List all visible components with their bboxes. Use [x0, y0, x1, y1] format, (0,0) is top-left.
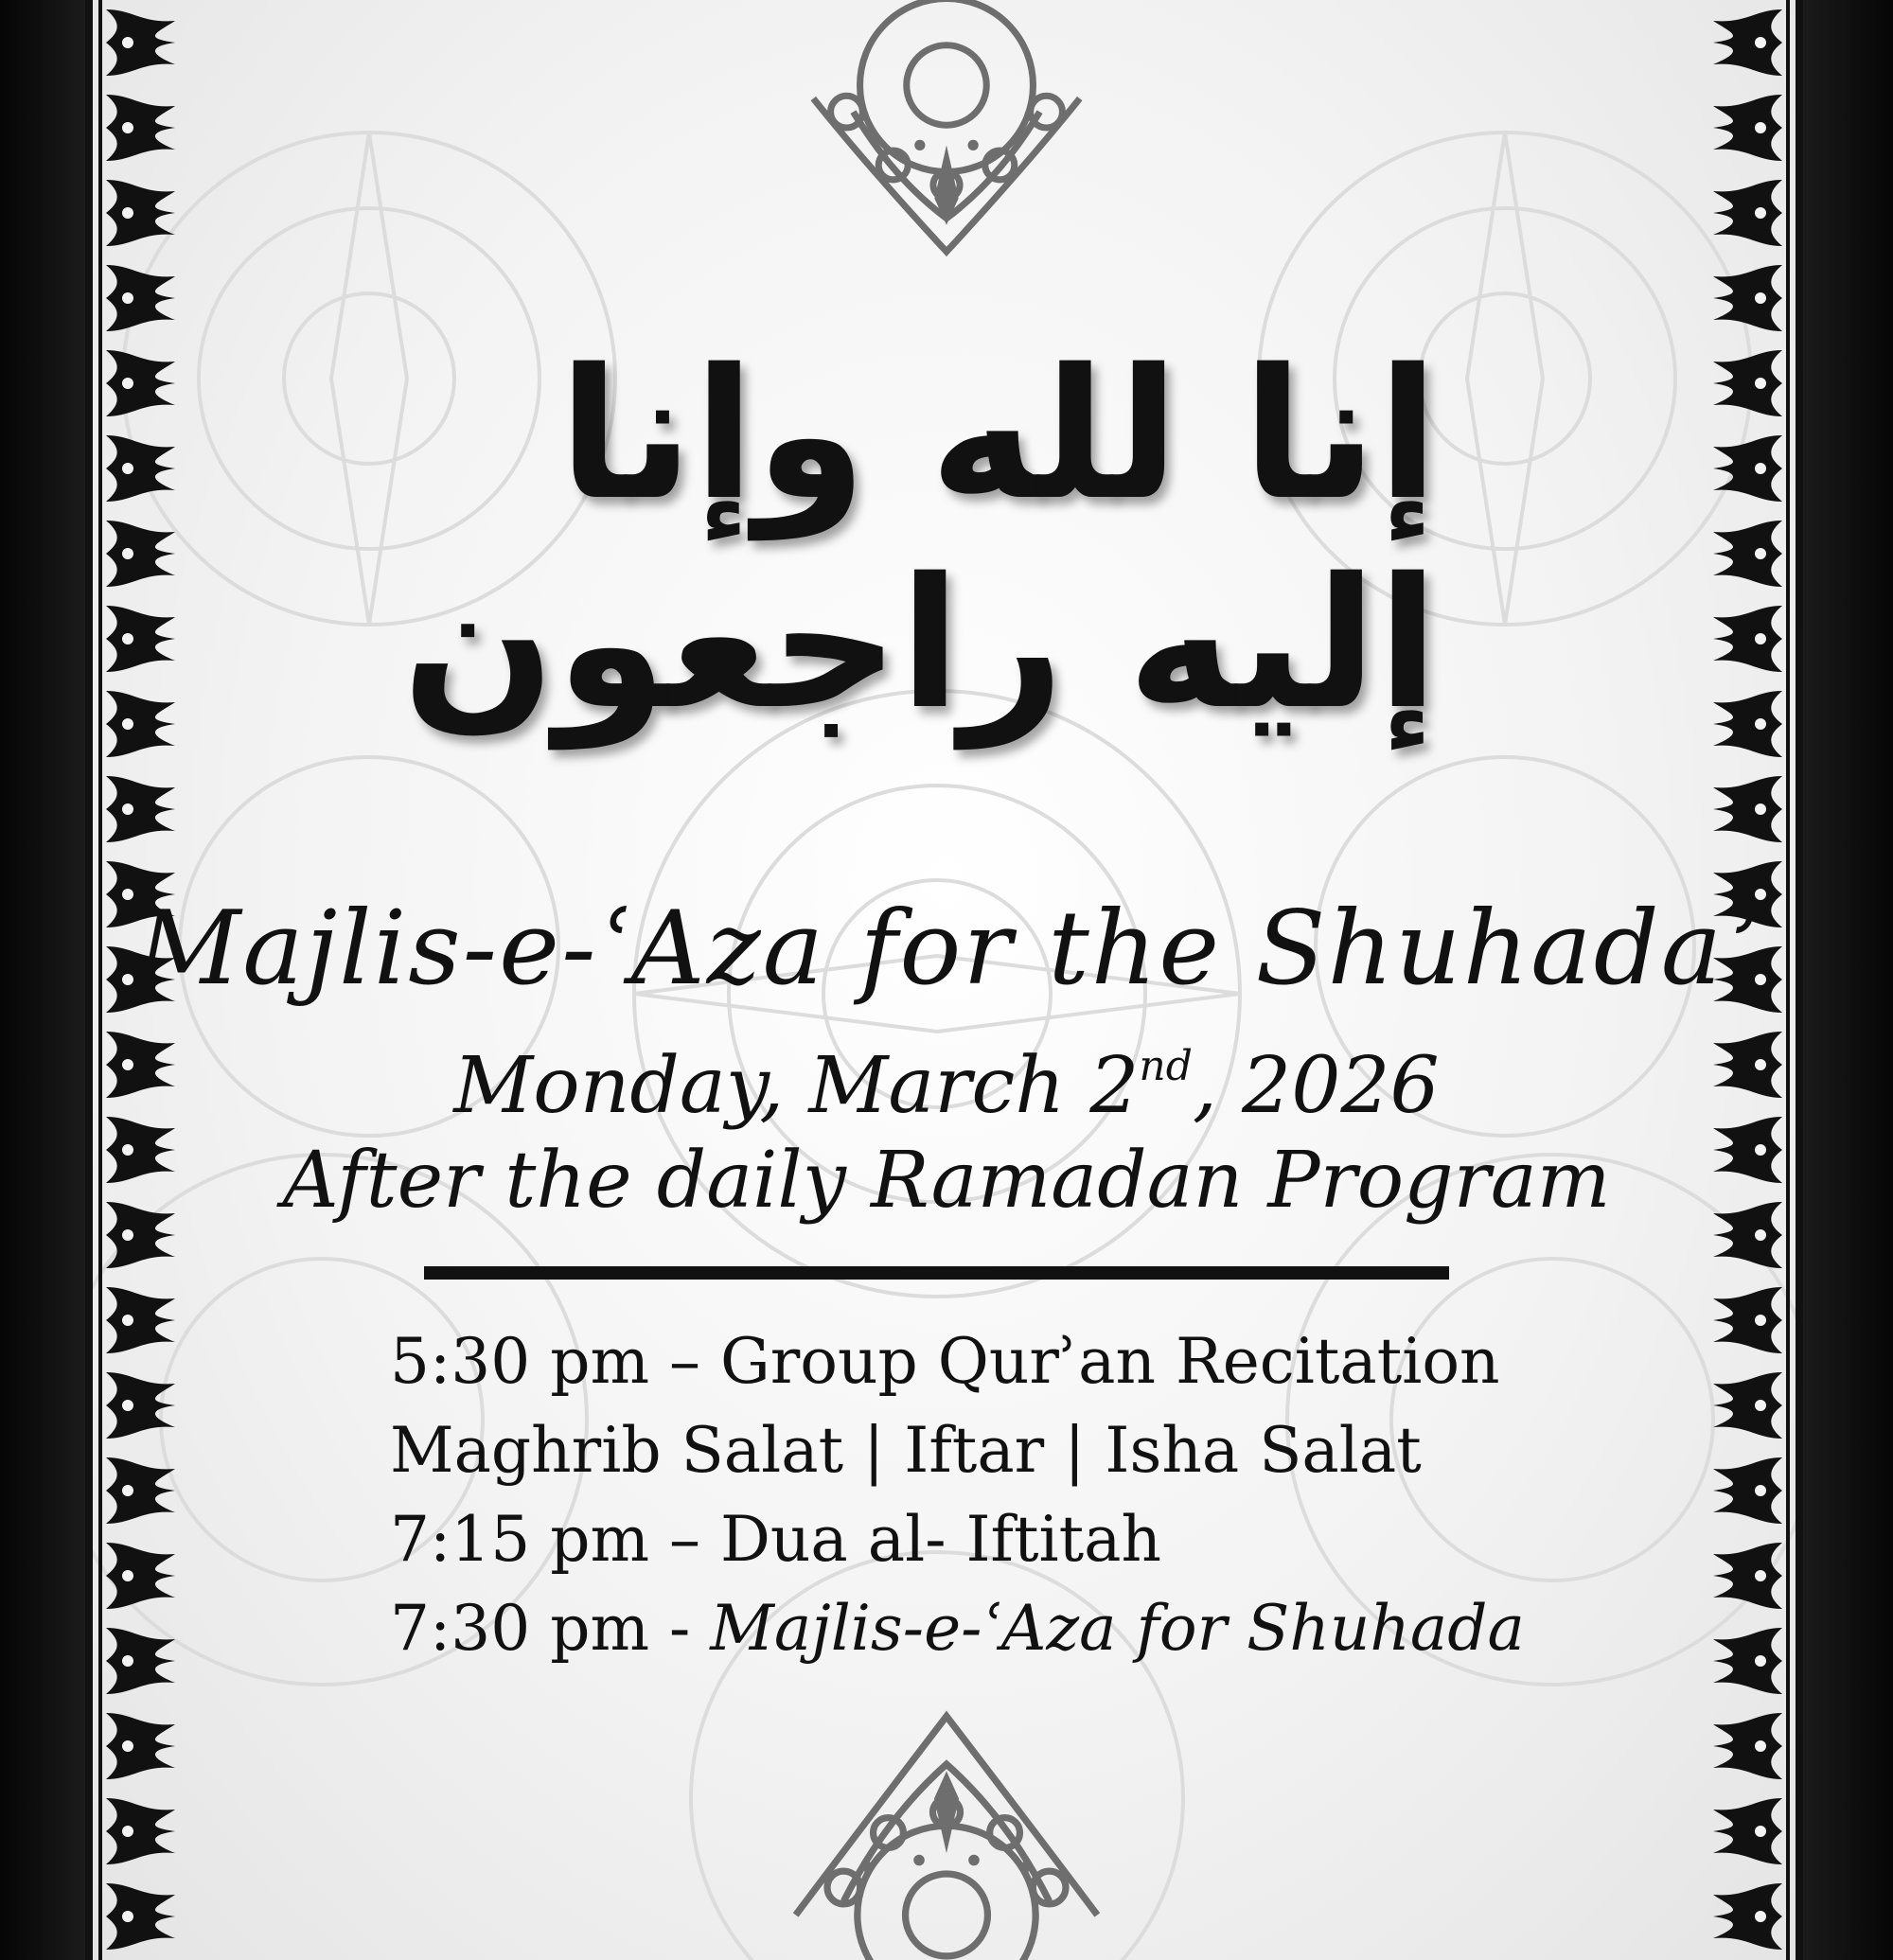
schedule-item-dua: 7:15 pm – Dua al- Iftitah — [390, 1503, 1161, 1576]
date-main: Monday, March 2 — [453, 1041, 1140, 1131]
schedule-item-majlis — [390, 1584, 1620, 1673]
divider-line — [424, 1266, 1449, 1280]
mandala-ornament-top-icon — [691, 0, 1202, 265]
arabic-calligraphy: إنا لله وإنا إليه راجعون — [401, 330, 1439, 749]
schedule-time: 7:30 pm - — [390, 1592, 711, 1665]
event-title: Majlis-e-ʿAza for the Shuhadaʾ — [135, 890, 1758, 1008]
event-date — [0, 1041, 1893, 1131]
schedule-event: Majlis-e-ʿAza for Shuhada — [710, 1592, 1525, 1665]
mandala-ornament-bottom-icon — [691, 1675, 1202, 1960]
schedule-item-salat: Maghrib Salat | Iftar | Isha Salat — [390, 1414, 1422, 1487]
date-year: , 2026 — [1192, 1041, 1440, 1131]
schedule-item-recitation: 5:30 pm – Group Qurʾan Recitation — [390, 1325, 1500, 1398]
date-suffix: nd — [1139, 1042, 1193, 1090]
schedule-list — [390, 1317, 1620, 1673]
program-note: After the daily Ramadan Program — [282, 1136, 1611, 1226]
